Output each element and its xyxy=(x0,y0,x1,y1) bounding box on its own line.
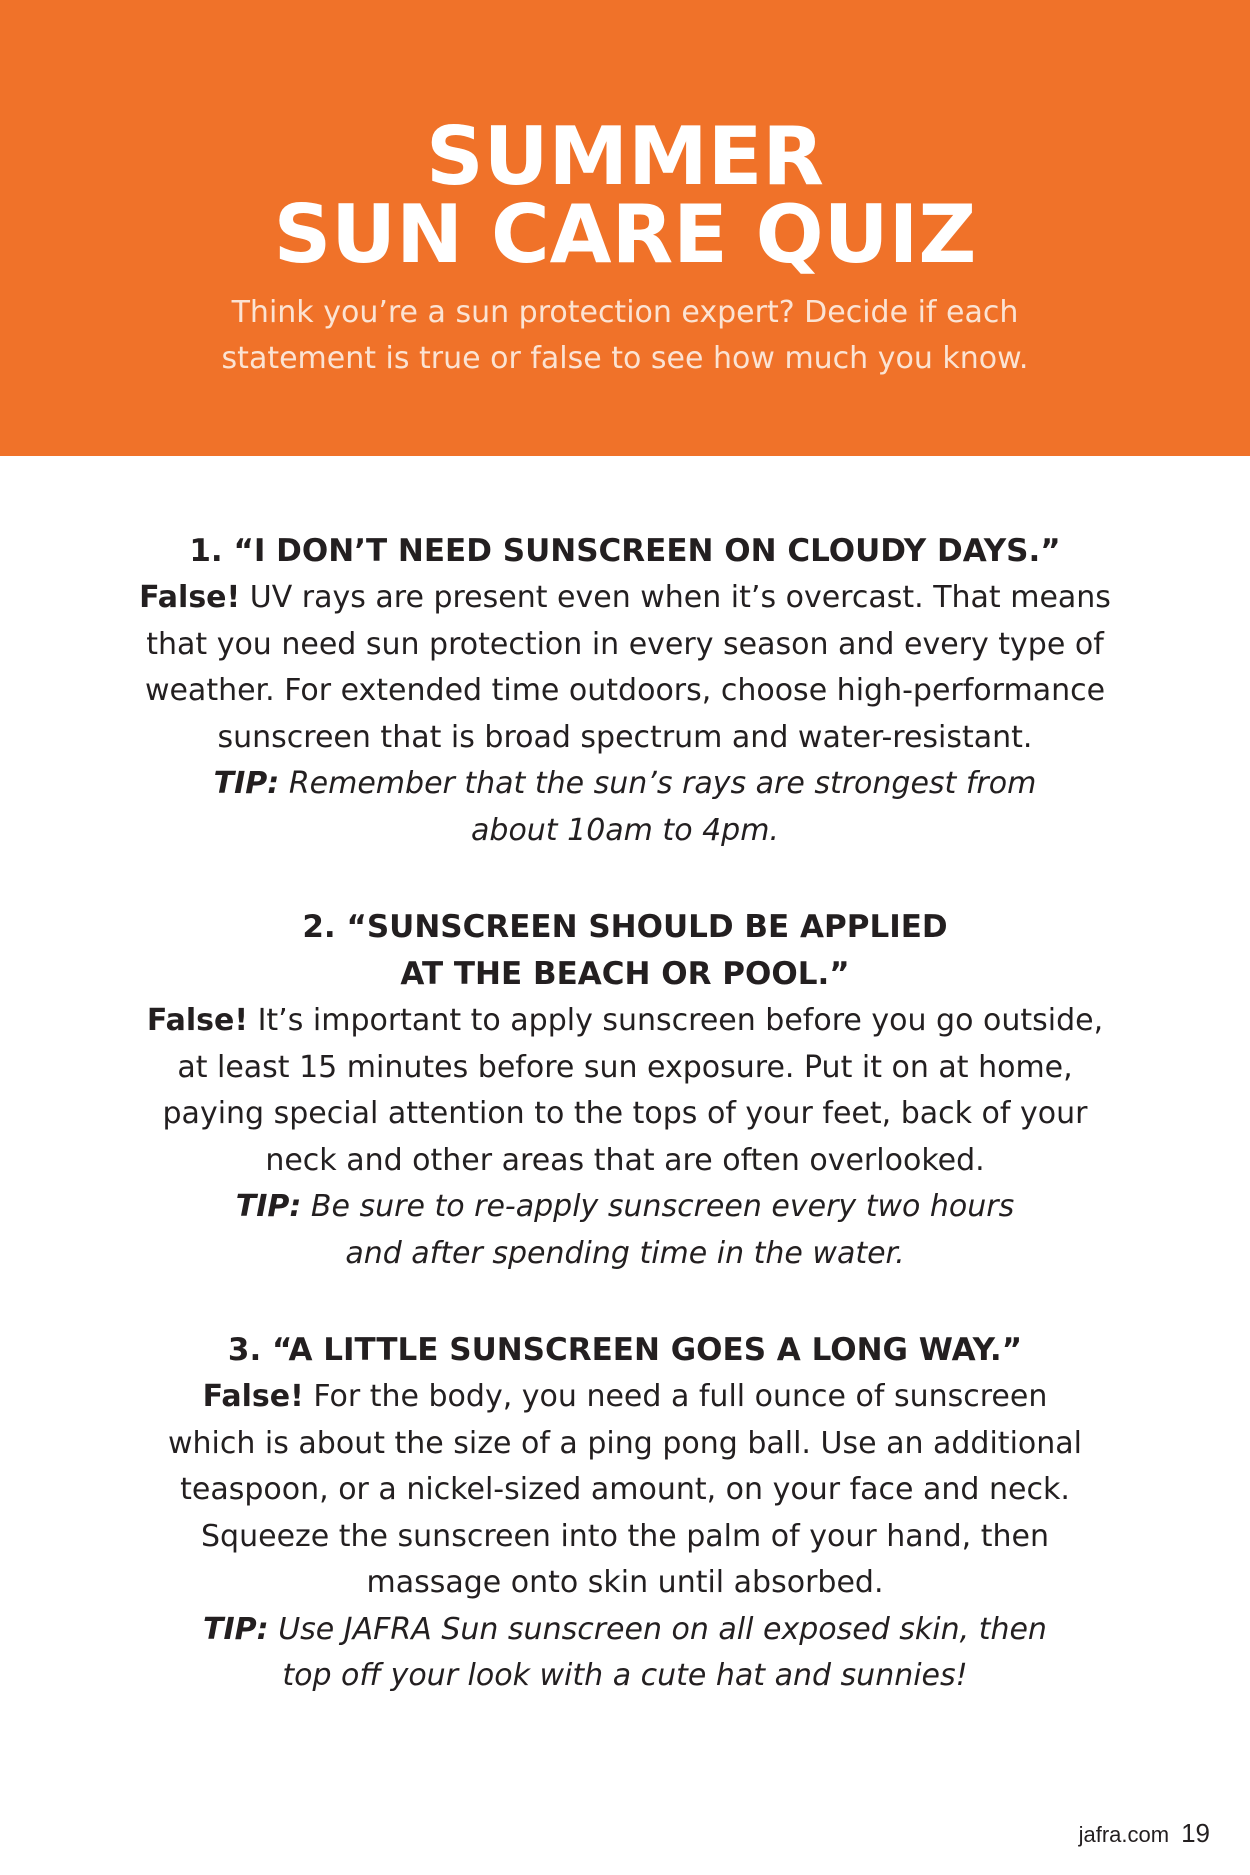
answer-line: sunscreen that is broad spectrum and water-resistant. xyxy=(217,719,1033,755)
answer-line xyxy=(0,998,1250,1045)
tip-line: and after spending time in the water. xyxy=(345,1235,905,1271)
answer-text xyxy=(0,1374,1250,1607)
title-line: SUN CARE QUIZ xyxy=(273,188,977,281)
tip-text xyxy=(0,761,1250,854)
answer-line: paying special attention to the tops of your feet, back of your xyxy=(162,1096,1088,1131)
answer-line-text: It’s important to apply sunscreen before you go outside, xyxy=(248,1003,1104,1038)
subtitle-line: statement is true or false to see how much you know. xyxy=(221,341,1029,376)
question-heading xyxy=(0,1327,1250,1374)
question-heading-line: 3. “A LITTLE SUNSCREEN GOES A LONG WAY.” xyxy=(227,1332,1023,1368)
page-title xyxy=(0,110,1250,281)
subtitle-line: Think you’re a sun protection expert? Decide if each xyxy=(231,295,1019,330)
quiz-question xyxy=(0,528,1250,854)
answer-text xyxy=(0,575,1250,761)
verdict-label: False! xyxy=(202,1379,304,1414)
quiz-content xyxy=(0,528,1250,1750)
page-footer xyxy=(1079,1818,1210,1849)
answer-line: neck and other areas that are often overlooked. xyxy=(265,1142,985,1178)
answer-line: that you need sun protection in every season and every type of xyxy=(146,626,1104,662)
answer-text xyxy=(0,998,1250,1184)
answer-line: which is about the size of a ping pong ball. Use an additional xyxy=(167,1425,1082,1461)
header-banner xyxy=(0,0,1250,456)
answer-line-text: UV rays are present even when it’s overcast. That means xyxy=(240,580,1111,615)
verdict-label: False! xyxy=(146,1003,249,1038)
answer-line: teaspoon, or a nickel-sized amount, on your face and neck. xyxy=(180,1472,1070,1507)
tip-line-text: Remember that the sun’s rays are strongest from xyxy=(279,766,1037,801)
tip-line xyxy=(0,761,1250,808)
page-subtitle xyxy=(0,290,1250,382)
tip-label: TIP: xyxy=(235,1189,302,1224)
question-heading-line: 1. “I DON’T NEED SUNSCREEN ON CLOUDY DAYS.” xyxy=(189,533,1061,569)
tip-line: about 10am to 4pm. xyxy=(471,812,779,848)
tip-line xyxy=(0,1607,1250,1654)
tip-line-text: Use JAFRA Sun sunscreen on all exposed skin, then xyxy=(268,1611,1047,1647)
tip-line xyxy=(0,1184,1250,1231)
quiz-question xyxy=(0,1327,1250,1700)
answer-line: massage onto skin until absorbed. xyxy=(366,1565,884,1600)
tip-label: TIP: xyxy=(203,1611,269,1647)
quiz-question xyxy=(0,904,1250,1277)
question-heading xyxy=(0,528,1250,575)
site-link: jafra.com xyxy=(1078,1822,1170,1847)
tip-label: TIP: xyxy=(213,766,280,801)
question-heading-line: 2. “SUNSCREEN SHOULD BE APPLIED xyxy=(302,909,948,945)
question-heading xyxy=(0,904,1250,998)
tip-text xyxy=(0,1184,1250,1277)
tip-line: top off your look with a cute hat and sunnies! xyxy=(282,1658,968,1693)
answer-line xyxy=(0,575,1250,622)
tip-text xyxy=(0,1607,1250,1700)
answer-line: weather. For extended time outdoors, choose high-performance xyxy=(144,673,1106,708)
page-number: 19 xyxy=(1181,1818,1210,1848)
answer-line xyxy=(0,1374,1250,1421)
question-heading-line: AT THE BEACH OR POOL.” xyxy=(400,956,850,992)
verdict-label: False! xyxy=(139,580,241,615)
title-line: SUMMER xyxy=(425,110,825,203)
answer-line-text: For the body, you need a full ounce of sunscreen xyxy=(303,1379,1048,1414)
answer-line: at least 15 minutes before sun exposure. Put it on at home, xyxy=(177,1049,1073,1085)
answer-line: Squeeze the sunscreen into the palm of your hand, then xyxy=(201,1518,1049,1554)
tip-line-text: Be sure to re-apply sunscreen every two hours xyxy=(301,1189,1015,1224)
